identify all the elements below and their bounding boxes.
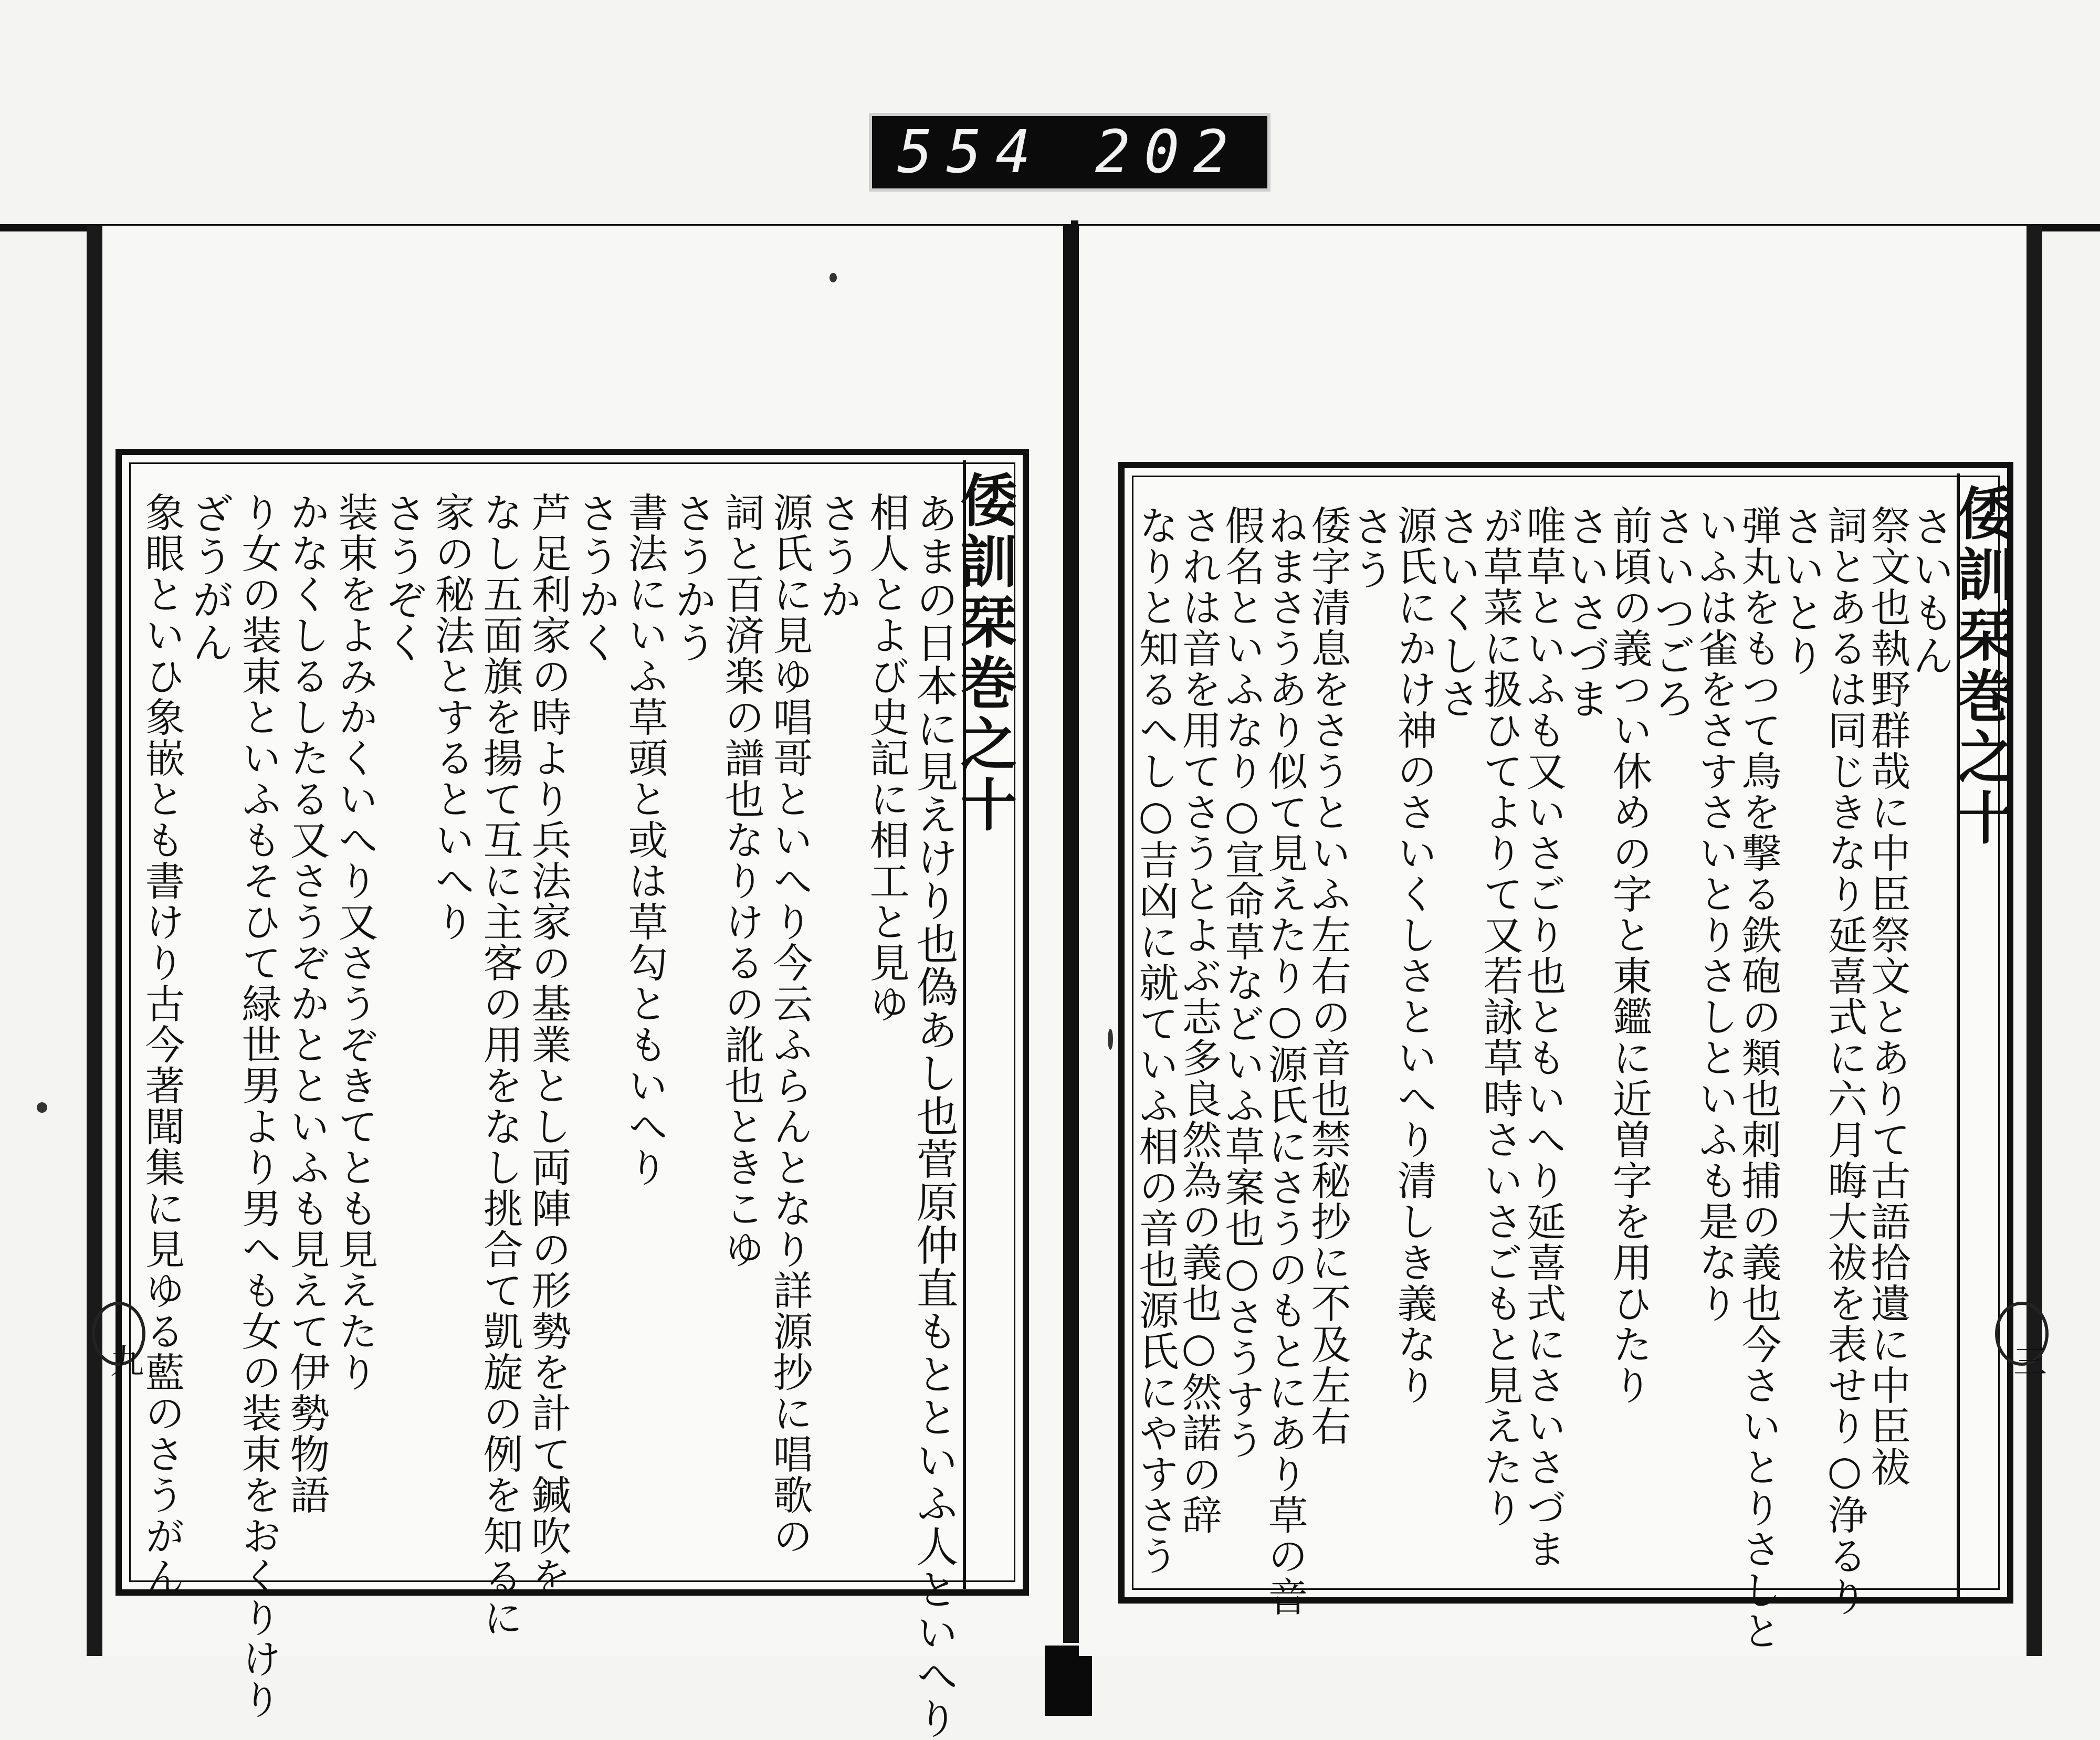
scan-speck [37,1102,47,1113]
right-column-4: さいとり [1776,505,1825,677]
right-column-12: さいくしさ [1432,505,1480,720]
left-column-8: さうかく [571,492,620,664]
right-column-9: さいさづま [1561,505,1610,720]
scan-speck [1108,1029,1113,1050]
right-column-1: さいもん [1905,505,1954,677]
right-column-16: ねまさうあり似て見えたり○源氏にさうのもとにあり草の音 [1262,505,1308,1617]
right-column-18: されは音を用てさうとよぶ志多良然為の義也○然諾の辞 [1175,505,1222,1535]
scan-speck [830,273,837,282]
left-column-2: 相人とよび史記に相工と見ゆ [863,492,910,1024]
right-column-2: 祭文也執野群哉に中臣祭文とありて古語拾遺に中臣祓 [1864,505,1911,1488]
left-text-frame [116,449,1029,1740]
left-column-1: あまの日本に見えけり也偽あし也菅原仲直もとといふ人といへり [909,492,958,1740]
left-column-17: 象眼といひ象嵌とも書けり古今著聞集に見ゆる藍のさうがん [139,492,185,1597]
right-column-10: 唯草といふも又いさごり也ともいへり延喜式にさいさづま [1520,505,1567,1569]
right-page-number: 三 [2008,1344,2046,1377]
left-side-label-volume: 巻之十 [951,653,1017,836]
left-side-label [951,471,1025,1468]
left-column-4: 源氏に見ゆ唱哥といへり今云ふらんとなり詳源抄に唱歌の [766,492,813,1556]
book-gutter [1063,226,1079,1643]
left-column-6: さうかう [668,492,717,664]
right-column-8: 前頃の義つい休めの字と東鑑に近曽字を用ひたり [1606,505,1653,1406]
left-column-10: なし五面旗を揚て互に主客の用をなし挑合て凱旋の例を知るに [477,492,523,1638]
left-side-label-title: 倭訓栞 [951,471,1017,653]
left-page-number: 九 [104,1344,143,1377]
left-column-5: 詞と百済楽の譜也なりけるの訛也ときこゆ [718,492,765,1270]
left-column-3: さうか [813,492,862,621]
right-column-7: さいつごろ [1647,505,1696,720]
right-column-17: 假名といふなり○宣命草などいふ草案也○さうすう [1219,505,1265,1460]
left-column-16: ざうがん [185,492,234,664]
left-column-14: かなくしるしたる又さうぞかとといふも見えて伊勢物語 [284,492,330,1515]
right-column-11: が草菜に扱ひてよりて又若詠草時さいさごもと見えたり [1477,505,1524,1528]
left-column-13: 装束をよみかくいへり又さうぞきてとも見えたり [332,492,379,1393]
right-text-frame [1118,462,2014,1651]
left-column-11: 家の秘法とするといへり [428,492,475,942]
left-column-7: 書法にいふ草頭と或は草勾ともいへり [622,492,668,1188]
archive-tag-right-number: 202 [1095,118,1242,186]
right-column-5: 弾丸をもつて鳥を撃る鉄砲の類也刺捕の義也今さいとりさしと [1735,505,1782,1651]
left-column-15: り女の装束といふもそひて緑世男より男へも女の装束をおくりけり [235,492,282,1720]
right-column-3: 詞とあるは同じきなり延喜式に六月晦大祓を表せり○浄るり [1821,505,1868,1617]
left-column-9: 芦足利家の時より兵法家の基業とし両陣の形勢を計て鍼吹を [525,492,572,1597]
right-column-19: なりと知るへし○吉凶に就ていふ相の音也源氏にやすさう [1132,505,1179,1576]
gutter-foot [1045,1646,1092,1716]
right-column-15: 倭字清息をさうといふ左右の音也禁秘抄に不及左右 [1305,505,1351,1447]
archive-tag [869,113,1270,192]
right-column-6: いふは雀をさすさいとりさしといふも是なり [1692,505,1739,1324]
archive-tag-left-number: 554 [897,118,1045,186]
right-side-label-volume: 巻之十 [1948,667,2014,849]
right-column-14: さう [1346,505,1394,591]
left-column-12: さうぞく [378,492,427,664]
right-side-label-title: 倭訓栞 [1948,484,2014,667]
right-column-13: 源氏にかけ神のさいくしさといへり清しき義なり [1391,505,1437,1406]
